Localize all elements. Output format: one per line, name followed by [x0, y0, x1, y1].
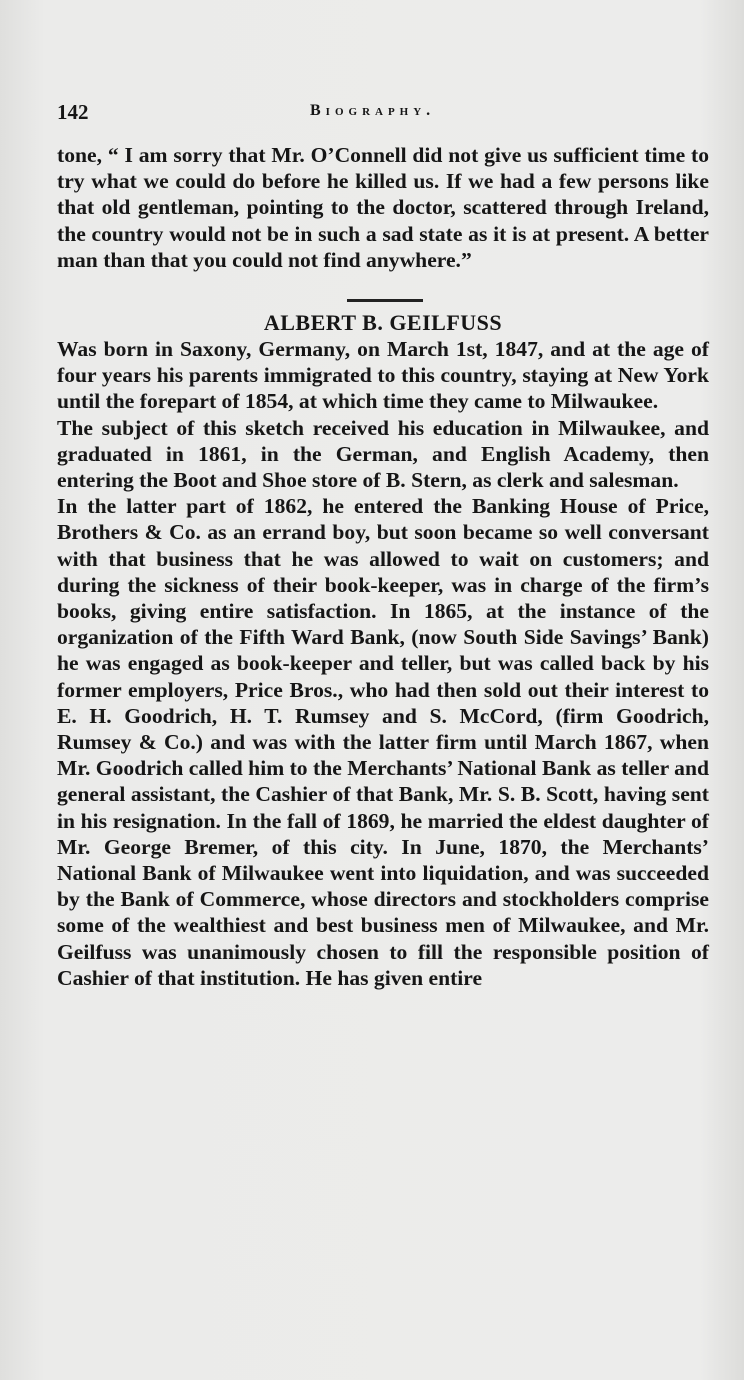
page-body	[57, 142, 709, 991]
paragraph-education: The subject of this sketch received his education in Milwaukee, and graduated in 1861, in the German, and English Academy, then entering the Boot and Shoe store of B. Stern, as clerk and salesman.	[57, 415, 709, 493]
section-title: ALBERT B. GEILFUSS	[263, 310, 503, 336]
intro-paragraph: tone, “ I am sorry that Mr. O’Connell did not give us sufficient time to try what we could do before he killed us. If we had a few persons like that old gentleman, pointing to the doctor, scattered through Ireland, the country would not be in such a sad state as it is at present. A better man than that you could not find anywhere.”	[57, 143, 709, 272]
section-divider	[347, 299, 423, 302]
page-number: 142	[57, 100, 89, 124]
paragraph-birth: Was born in Saxony, Germany, on March 1st, 1847, and at the age of four years his parents immigrated to this country, staying at New York until the forepart of 1854, at which time they came to Milwaukee.	[57, 337, 709, 414]
page-header	[57, 100, 687, 130]
paragraph-career: In the latter part of 1862, he entered the Banking House of Price, Brothers & Co. as an errand boy, but soon became so well conversant with that business that he was allowed to wait on customers; and during the sickness of their book-keeper, was in charge of the firm’s books, giving entire satisfaction. In 1865, at the instance of the organization of the Fifth Ward Bank, (now South Side Savings’ Bank) he was engaged as book-keeper and teller, but was called back by his former employers, Price Bros., who had then sold out their interest to E. H. Goodrich, H. T. Rumsey and S. McCord, (firm Goodrich, Rumsey & Co.) and was with the latter firm until March 1867, when Mr. Goodrich called him to the Merchants’ National Bank as teller and general assistant, the Cashier of that Bank, Mr. S. B. Scott, having sent in his resignation. In the fall of 1869, he married the eldest daughter of Mr. George Bremer, of this city. In June, 1870, the Merchants’ National Bank of Milwaukee went into liquidation, and was succeeded by the Bank of Commerce, whose directors and stockholders comprise some of the wealthiest and best business men of Milwaukee, and Mr. Geilfuss was unanimously chosen to fill the responsible position of Cashier of that institution. He has given entire	[57, 494, 709, 990]
running-head: Biography.	[310, 102, 436, 119]
